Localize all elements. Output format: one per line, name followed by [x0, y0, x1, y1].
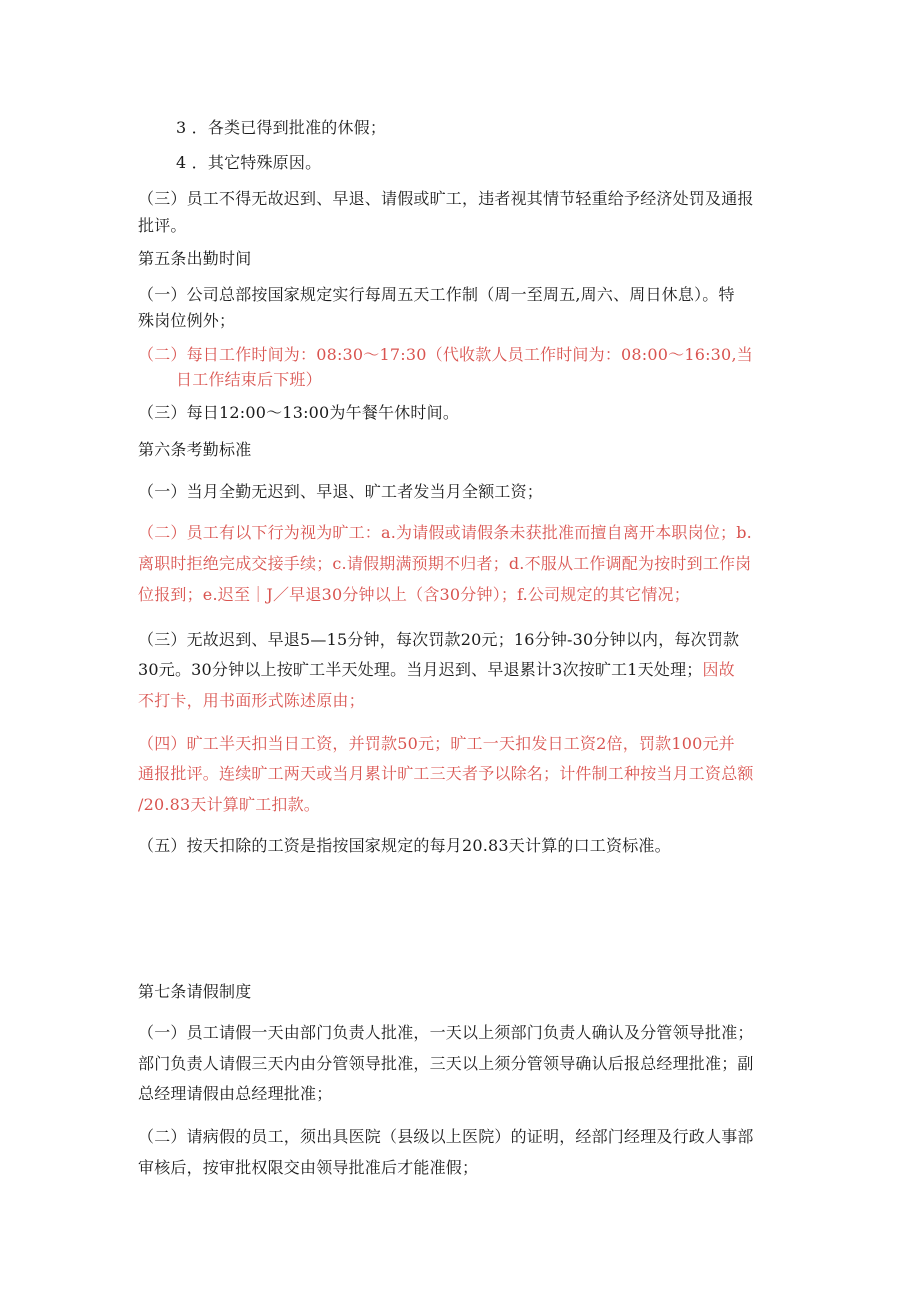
highlighted-line: 不打卡，用书面形式陈述原由；	[138, 691, 365, 710]
paragraph-line: （五）按天扣除的工资是指按国家规定的每月20.83天计算的口工资标准。	[138, 836, 671, 855]
paragraph-line: （一）当月全勤无迟到、早退、旷工者发当月全额工资；	[138, 482, 544, 501]
highlighted-text: 因故	[702, 660, 735, 679]
article-heading: 第六条考勤标准	[138, 440, 252, 459]
highlighted-line: 位报到；e.迟至｜J／早退30分钟以上（含30分钟）；f.公司规定的其它情况；	[138, 585, 690, 604]
list-item-4: 4 ．其它特殊原因。	[176, 153, 322, 172]
highlighted-line: /20.83天计算旷工扣款。	[138, 795, 320, 814]
paragraph-line: （三）每日12:00～13:00为午餐午休时间。	[138, 403, 460, 422]
paragraph-text: 30元。30分钟以上按旷工半天处理。当月迟到、早退累计3次按旷工1天处理；	[138, 660, 703, 679]
paragraph-line: 批评。	[138, 216, 187, 235]
highlighted-line: （四）旷工半天扣当日工资，并罚款50元；旷工一天扣发日工资2倍，罚款100元并	[138, 734, 735, 753]
paragraph-line: 殊岗位例外；	[138, 311, 236, 330]
article-heading: 第五条出勤时间	[138, 249, 252, 268]
paragraph-line: （一）员工请假一天由部门负责人批准，一天以上须部门负责人确认及分管领导批准；	[138, 1023, 754, 1042]
highlighted-line: （二）每日工作时间为：08:30～17:30（代收款人员工作时间为：08:00～16:30,当	[138, 345, 753, 364]
paragraph-line: （三）员工不得无故迟到、早退、请假或旷工，违者视其情节轻重给予经济处罚及通报	[138, 189, 754, 208]
paragraph-line: 总经理请假由总经理批准；	[138, 1084, 333, 1103]
list-item-3: 3 ．各类已得到批准的休假；	[176, 118, 387, 137]
paragraph-line: （二）请病假的员工，须出具医院（县级以上医院）的证明，经部门经理及行政人事部	[138, 1127, 754, 1146]
highlighted-line: （二）员工有以下行为视为旷工：a.为请假或请假条未获批准而擅自离开本职岗位；b.	[138, 523, 752, 542]
highlighted-line: 离职时拒绝完成交接手续；c.请假期满预期不归者；d.不服从工作调配为按时到工作岗	[138, 554, 752, 573]
paragraph-line	[138, 660, 735, 680]
paragraph-line: 部门负责人请假三天内由分管领导批准，三天以上须分管领导确认后报总经理批准；副	[138, 1054, 754, 1073]
paragraph-line: （一）公司总部按国家规定实行每周五天工作制（周一至周五,周六、周日休息）。特	[138, 285, 735, 304]
article-heading: 第七条请假制度	[138, 982, 252, 1001]
paragraph-line: （三）无故迟到、早退5—15分钟，每次罚款20元；16分钟-30分钟以内，每次罚款	[138, 630, 740, 649]
highlighted-line: 日工作结束后下班）	[176, 370, 322, 389]
paragraph-line: 审核后，按审批权限交由领导批准后才能准假；	[138, 1158, 479, 1177]
highlighted-line: 通报批评。连续旷工两天或当月累计旷工三天者予以除名；计件制工种按当月工资总额	[138, 764, 754, 783]
